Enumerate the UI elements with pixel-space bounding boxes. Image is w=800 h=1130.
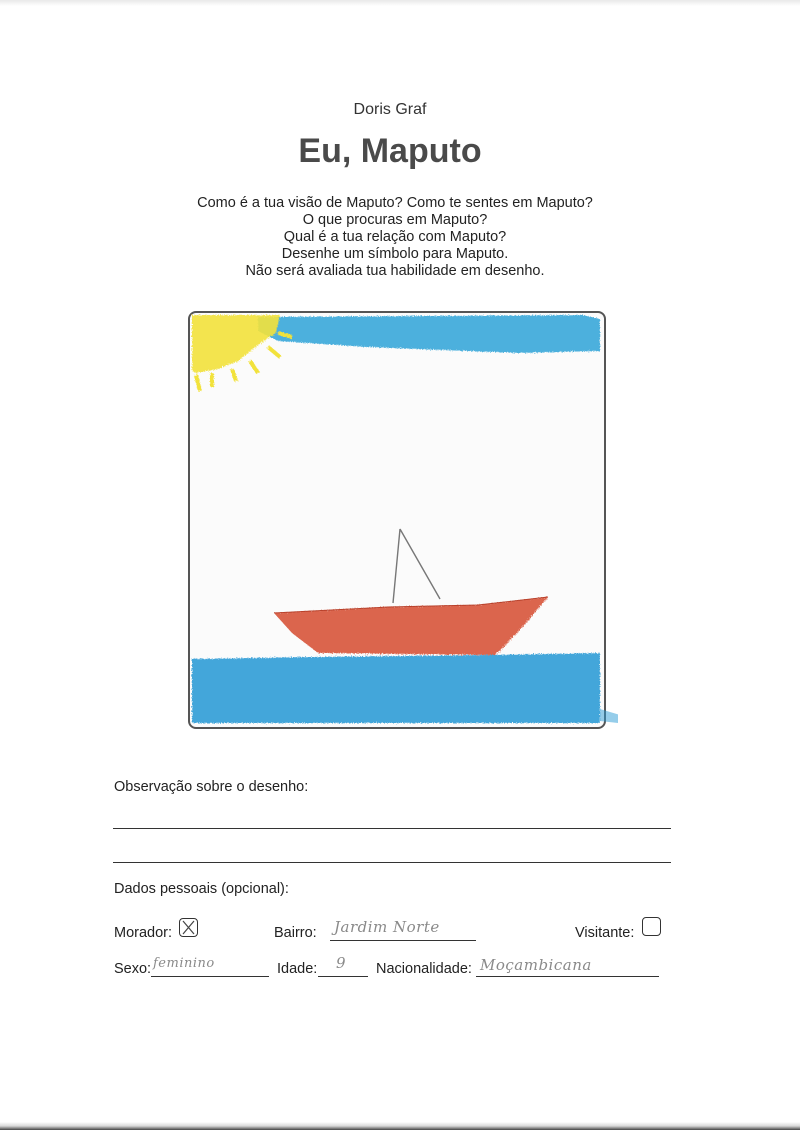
scan-edge-bottom (0, 1122, 800, 1130)
observation-label: Observação sobre o desenho: (114, 779, 309, 795)
personal-data-label: Dados pessoais (opcional): (114, 881, 289, 897)
prompt-text (0, 195, 790, 280)
prompt-line: O que procuras em Maputo? (302, 212, 488, 228)
drawing-frame (188, 311, 606, 729)
boat-icon (274, 597, 548, 655)
age-handwriting: 9 (336, 954, 347, 972)
sex-field[interactable] (151, 956, 269, 977)
sea-band (192, 653, 600, 723)
sun-icon (192, 315, 292, 391)
sex-handwriting: feminino (153, 956, 215, 971)
nationality-label: Nacionalidade: (376, 961, 472, 977)
nationality-handwriting: Moçambicana (480, 956, 592, 974)
scan-edge-top (0, 0, 800, 6)
age-field[interactable] (318, 956, 368, 977)
age-label: Idade: (277, 961, 318, 977)
sky-band (258, 315, 600, 353)
page-title: Eu, Maputo (298, 132, 482, 170)
sail-icon (393, 529, 440, 603)
neighborhood-field[interactable] (330, 918, 476, 941)
neighborhood-handwriting: Jardim Norte (334, 918, 440, 936)
prompt-line: Desenhe um símbolo para Maputo. (281, 246, 509, 262)
child-drawing (188, 311, 618, 741)
prompt-line: Como é a tua visão de Maputo? Como te sentes em Maputo? (197, 195, 593, 211)
author-name: Doris Graf (353, 101, 427, 118)
visitor-checkbox[interactable] (642, 917, 661, 936)
resident-checkbox[interactable] (179, 918, 198, 937)
neighborhood-label: Bairro: (274, 925, 317, 941)
sex-label: Sexo: (114, 961, 152, 977)
nationality-field[interactable] (476, 956, 659, 977)
observation-line-1[interactable] (113, 828, 671, 829)
resident-label: Morador: (114, 925, 173, 941)
prompt-line: Não será avaliada tua habilidade em desenho. (245, 263, 545, 279)
check-x-icon (180, 919, 197, 936)
prompt-line: Qual é a tua relação com Maputo? (283, 229, 507, 245)
visitor-label: Visitante: (575, 925, 635, 941)
observation-line-2[interactable] (113, 862, 671, 863)
